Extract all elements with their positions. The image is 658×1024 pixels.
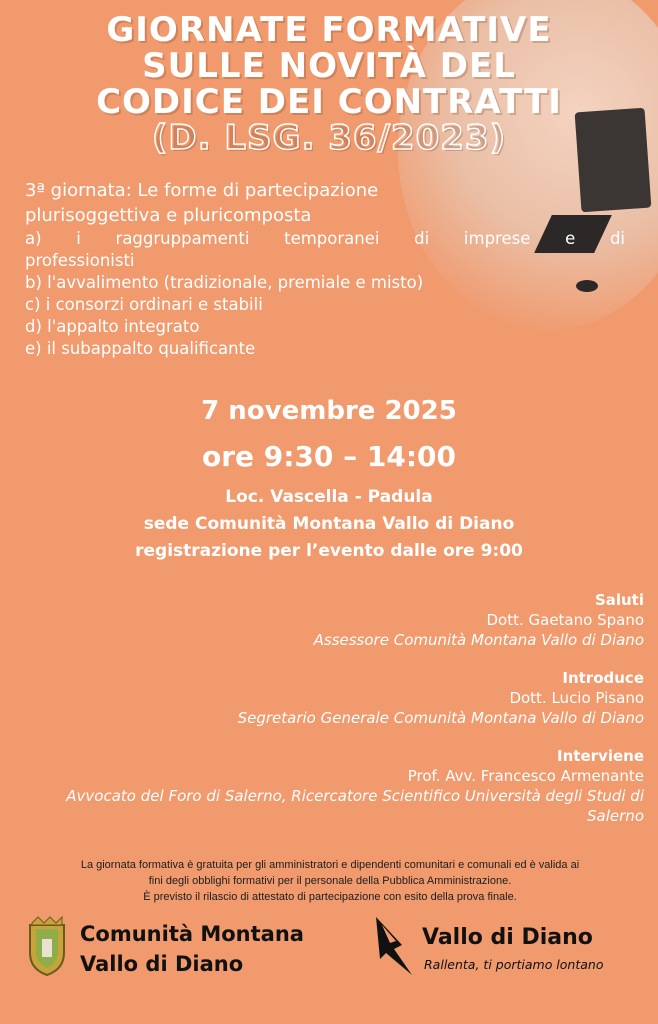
comunita-montana-logo	[22, 915, 322, 985]
speaker-name: Dott. Lucio Pisano	[509, 689, 644, 707]
speaker-role: Saluti	[594, 591, 644, 609]
speaker-description: Assessore Comunità Montana Vallo di Diano	[313, 631, 644, 649]
topic-a-line-1: a) i raggruppamenti temporanei di imprese e di	[25, 229, 625, 248]
event-venue: sede Comunità Montana Vallo di Diano	[143, 514, 515, 534]
event-date: 7 novembre 2025	[201, 396, 457, 426]
info-note	[12, 857, 648, 905]
speaker-block	[24, 590, 644, 650]
speaker-role: Interviene	[557, 747, 644, 765]
title-line-4: (D. LSG. 36/2023)	[151, 118, 507, 158]
speaker-name: Prof. Avv. Francesco Armenante	[407, 767, 644, 785]
swallow-icon	[372, 915, 416, 977]
speaker-description: Avvocato del Foro di Salerno, Ricercatore Scientifico Università degli Studi di Salerno	[66, 787, 644, 825]
event-registration: registrazione per l’evento dalle ore 9:00	[135, 541, 523, 561]
vallo-di-diano-logo	[372, 915, 642, 985]
title-line-2: SULLE NOVITÀ DEL	[142, 46, 516, 86]
topic-d: d) l'appalto integrato	[25, 317, 200, 336]
comunita-montana-name	[80, 919, 304, 979]
brand-name: Vallo di Diano	[422, 925, 593, 950]
topic-c: c) i consorzi ordinari e stabili	[25, 295, 263, 314]
topics-list	[25, 178, 625, 360]
speaker-block	[24, 746, 644, 826]
note-line-3: È previsto il rilascio di attestato di partecipazione con esito della prova finale.	[143, 891, 517, 903]
org-name-line-1: Comunità Montana	[80, 922, 304, 946]
topic-b: b) l'avvalimento (tradizionale, premiale e misto)	[25, 273, 424, 292]
note-line-2: fini degli obblighi formativi per il personale della Pubblica Amministrazione.	[148, 875, 512, 887]
coat-of-arms-icon	[22, 915, 72, 977]
speakers-list	[24, 590, 644, 844]
speaker-block	[24, 668, 644, 728]
event-location: Loc. Vascella - Padula	[225, 487, 433, 507]
speaker-name: Dott. Gaetano Spano	[486, 611, 644, 629]
org-name-line-2: Vallo di Diano	[80, 952, 244, 976]
topics-heading-1: 3ª giornata: Le forme di partecipazione	[25, 180, 379, 201]
speaker-role: Introduce	[562, 669, 644, 687]
topic-a-line-2: professionisti	[25, 251, 135, 270]
title-line-3: CODICE DEI CONTRATTI	[96, 82, 562, 122]
note-line-1: La giornata formativa è gratuita per gli amministratori e dipendenti comunitari e comunali ed è valida ai	[80, 859, 580, 871]
event-time: ore 9:30 – 14:00	[201, 440, 457, 473]
brand-tagline: Rallenta, ti portiamo lontano	[424, 957, 604, 972]
topics-heading-2: plurisoggettiva e pluricomposta	[25, 205, 312, 226]
topic-e: e) il subappalto qualificante	[25, 339, 256, 358]
event-location-block	[0, 484, 658, 565]
speaker-description: Segretario Generale Comunità Montana Vallo di Diano	[237, 709, 644, 727]
poster-title	[0, 12, 658, 156]
title-line-1: GIORNATE FORMATIVE	[106, 10, 552, 50]
